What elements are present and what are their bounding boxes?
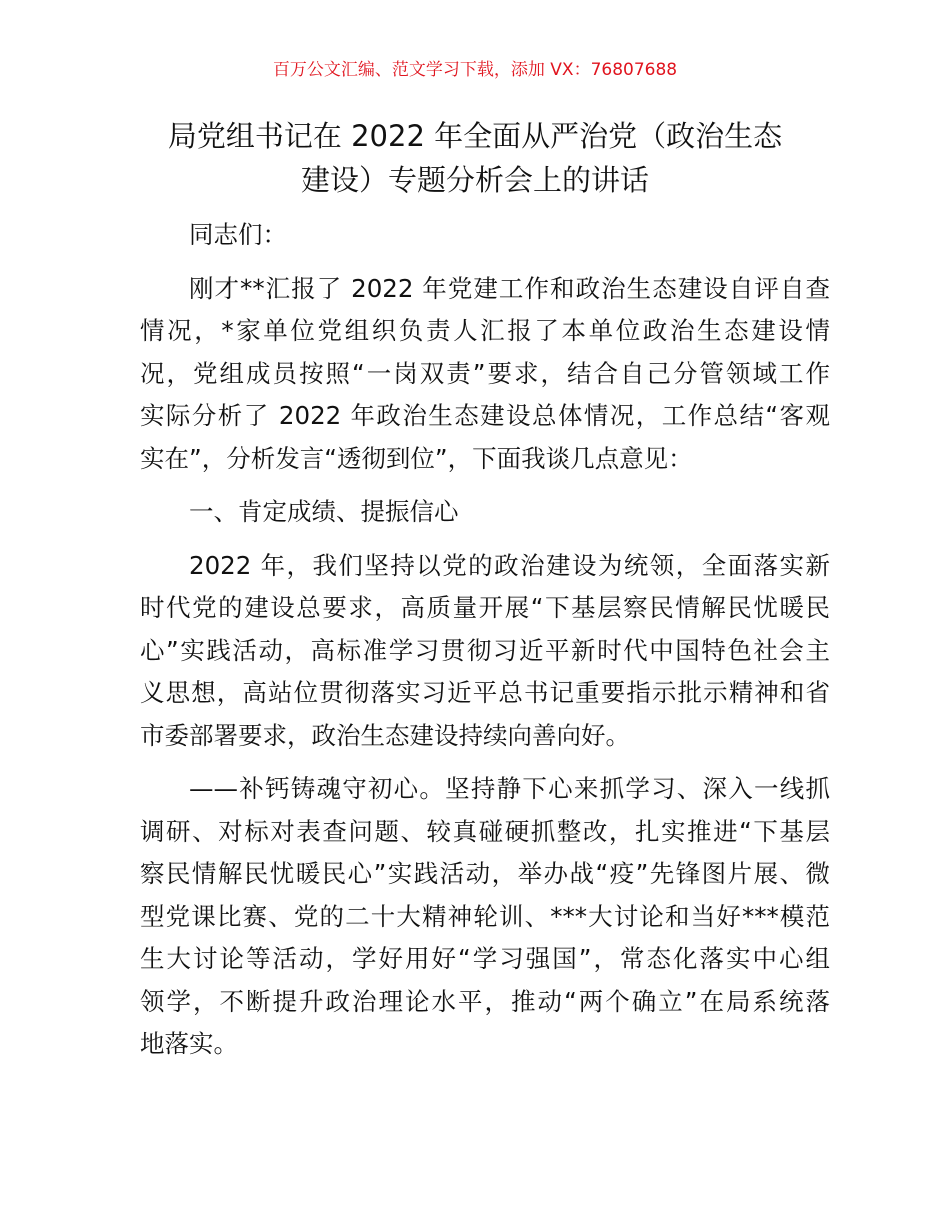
paragraph-line: 况，党组成员按照“一岗双责”要求，结合自己分管领域工作 bbox=[140, 358, 830, 388]
watermark-banner: 百万公文汇编、范文学习下载，添加 VX：76807688 bbox=[272, 60, 678, 80]
paragraph-line: 地落实。 bbox=[140, 1029, 238, 1058]
paragraph-line: ——补钙铸魂守初心。坚持静下心来抓学习、深入一线抓 bbox=[189, 774, 830, 803]
heading-line: 一、肯定成绩、提振信心 bbox=[189, 497, 459, 526]
paragraph-line: 心”实践活动，高标准学习贯彻习近平新时代中国特色社会主 bbox=[140, 635, 830, 665]
paragraph-line: 实际分析了 2022 年政治生态建设总体情况，工作总结“客观 bbox=[140, 401, 830, 430]
paragraph-line: 同志们： bbox=[189, 220, 287, 249]
achievement-paragraph bbox=[140, 545, 830, 758]
title-line: 局党组书记在 2022 年全面从严治党（政治生态 bbox=[167, 119, 783, 153]
document-title bbox=[0, 114, 950, 202]
paragraph-line: 刚才**汇报了 2022 年党建工作和政治生态建设自评自查 bbox=[189, 273, 830, 303]
section-heading bbox=[140, 491, 830, 534]
paragraph-line: 时代党的建设总要求，高质量开展“下基层察民情解民忧暖民 bbox=[140, 593, 830, 622]
intro-paragraph bbox=[140, 268, 830, 481]
salutation-paragraph bbox=[140, 214, 830, 257]
paragraph-line: 察民情解民忧暖民心”实践活动，举办战“疫”先锋图片展、微 bbox=[140, 859, 830, 888]
subsection-paragraph bbox=[140, 768, 830, 1066]
paragraph-line: 型党课比赛、党的二十大精神轮训、***大讨论和当好***模范 bbox=[140, 901, 830, 931]
title-line: 建设）专题分析会上的讲话 bbox=[300, 163, 649, 197]
paragraph-line: 2022 年，我们坚持以党的政治建设为统领，全面落实新 bbox=[189, 550, 830, 580]
document-body bbox=[140, 214, 830, 1066]
paragraph-line: 市委部署要求，政治生态建设持续向善向好。 bbox=[140, 720, 630, 750]
paragraph-line: 实在”，分析发言“透彻到位”，下面我谈几点意见： bbox=[140, 443, 693, 473]
paragraph-line: 义思想，高站位贯彻落实习近平总书记重要指示批示精神和省 bbox=[140, 678, 830, 707]
paragraph-line: 调研、对标对表查问题、较真碰硬抓整改，扎实推进“下基层 bbox=[140, 816, 830, 846]
paragraph-line: 领学，不断提升政治理论水平，推动“两个确立”在局系统落 bbox=[140, 986, 830, 1016]
paragraph-line: 生大讨论等活动，学好用好“学习强国”，常态化落实中心组 bbox=[140, 944, 830, 973]
paragraph-line: 情况，*家单位党组织负责人汇报了本单位政治生态建设情 bbox=[140, 316, 830, 345]
